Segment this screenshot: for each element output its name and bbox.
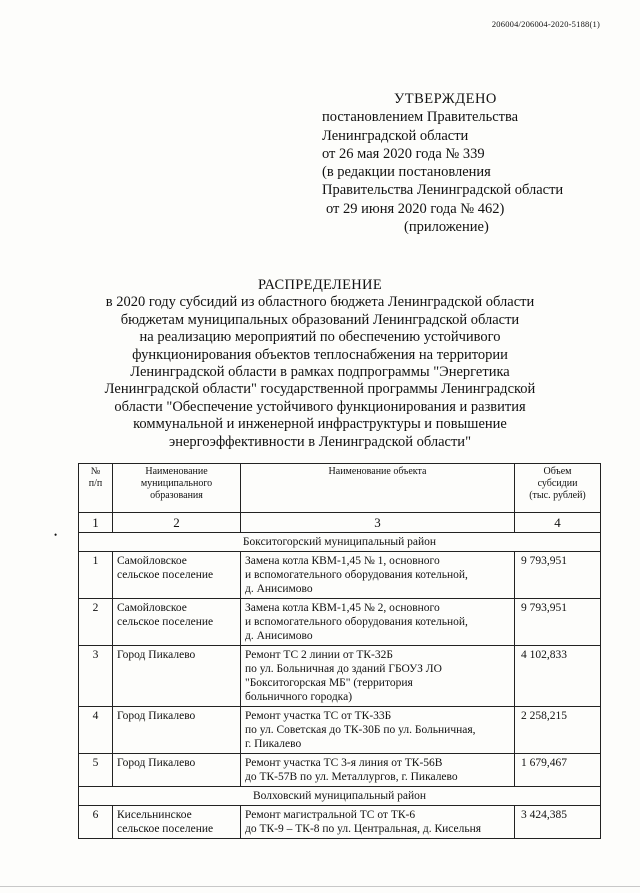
row-number: 2 <box>79 599 113 646</box>
header-amount: Объем субсидии (тыс. рублей) <box>515 464 601 513</box>
row-object: Замена котла КВМ-1,45 № 2, основного и вспомогательного оборудования котельной, д. Анисимово <box>241 599 515 646</box>
row-amount: 4 102,833 <box>515 646 601 707</box>
row-number: 6 <box>79 806 113 839</box>
margin-mark: • <box>54 530 58 540</box>
row-object: Ремонт участка ТС 3-я линия от ТК-56В до ТК-57В по ул. Металлургов, г. Пикалево <box>241 754 515 787</box>
page-bottom-edge <box>0 886 640 887</box>
approval-line: Ленинградской области <box>322 127 469 144</box>
table-row <box>79 646 601 707</box>
approval-line: от 29 июня 2020 года № 462) <box>326 200 505 217</box>
row-object: Замена котла КВМ-1,45 № 1, основного и вспомогательного оборудования котельной, д. Анисимово <box>241 552 515 599</box>
column-number: 3 <box>241 513 515 533</box>
header-object: Наименование объекта <box>241 464 515 513</box>
row-amount: 1 679,467 <box>515 754 601 787</box>
table-row <box>79 754 601 787</box>
approval-title: УТВЕРЖДЕНО <box>394 91 497 107</box>
region-name: Волховский муниципальный район <box>79 787 601 806</box>
table-header-row <box>79 464 601 513</box>
column-number-row <box>79 513 601 533</box>
row-number: 4 <box>79 707 113 754</box>
row-number: 5 <box>79 754 113 787</box>
row-amount: 9 793,951 <box>515 552 601 599</box>
row-municipality: Самойловское сельское поселение <box>113 552 241 599</box>
row-amount: 9 793,951 <box>515 599 601 646</box>
table-row <box>79 552 601 599</box>
heading-line: энергоэффективности в Ленинградской области" <box>169 433 471 450</box>
row-number: 3 <box>79 646 113 707</box>
row-municipality: Город Пикалево <box>113 754 241 787</box>
approval-line: от 26 мая 2020 года № 339 <box>322 145 485 162</box>
region-name: Бокситогорский муниципальный район <box>79 533 601 552</box>
row-number: 1 <box>79 552 113 599</box>
header-num: № п/п <box>79 464 113 513</box>
subsidy-table <box>78 463 601 839</box>
column-number: 1 <box>79 513 113 533</box>
heading-line: коммунальной и инженерной инфраструктуры и повышение <box>133 416 507 433</box>
row-amount: 3 424,385 <box>515 806 601 839</box>
row-amount: 2 258,215 <box>515 707 601 754</box>
column-number: 4 <box>515 513 601 533</box>
row-municipality: Город Пикалево <box>113 646 241 707</box>
heading-line: на реализацию мероприятий по обеспечению устойчивого <box>139 329 501 346</box>
region-row <box>79 787 601 806</box>
row-municipality: Город Пикалево <box>113 707 241 754</box>
row-object: Ремонт магистральной ТС от ТК-6 до ТК-9 – ТК-8 по ул. Центральная, д. Кисельня <box>241 806 515 839</box>
region-row <box>79 533 601 552</box>
approval-block <box>322 90 612 236</box>
heading-line: в 2020 году субсидий из областного бюджета Ленинградской области <box>105 294 535 311</box>
heading-title: РАСПРЕДЕЛЕНИЕ <box>258 277 382 293</box>
row-object: Ремонт ТС 2 линии от ТК-32Б по ул. Больничная до зданий ГБОУЗ ЛО "Бокситогорская МБ" (территория больничного городка) <box>241 646 515 707</box>
approval-line: постановлением Правительства <box>322 109 519 126</box>
table-row <box>79 806 601 839</box>
table-row <box>79 707 601 754</box>
approval-line: Правительства Ленинградской области <box>322 182 564 199</box>
heading-line: Ленинградской области в рамках подпрограммы "Энергетика <box>130 364 510 381</box>
approval-line: (приложение) <box>404 219 489 236</box>
table-row <box>79 599 601 646</box>
column-number: 2 <box>113 513 241 533</box>
row-municipality: Кисельнинское сельское поселение <box>113 806 241 839</box>
row-municipality: Самойловское сельское поселение <box>113 599 241 646</box>
heading-line: функционирования объектов теплоснабжения на территории <box>132 346 508 363</box>
header-municipality: Наименование муниципального образования <box>113 464 241 513</box>
approval-line: (в редакции постановления <box>322 164 491 181</box>
document-number: 206004/206004-2020-5188(1) <box>491 19 600 29</box>
row-object: Ремонт участка ТС от ТК-33Б по ул. Советская до ТК-30Б по ул. Больничная, г. Пикалево <box>241 707 515 754</box>
heading-line: области "Обеспечение устойчивого функционирования и развития <box>114 398 526 415</box>
document-heading <box>0 277 640 451</box>
heading-line: бюджетам муниципальных образований Ленинградской области <box>120 311 520 328</box>
heading-line: Ленинградской области" государственной программы Ленинградской <box>104 381 536 398</box>
